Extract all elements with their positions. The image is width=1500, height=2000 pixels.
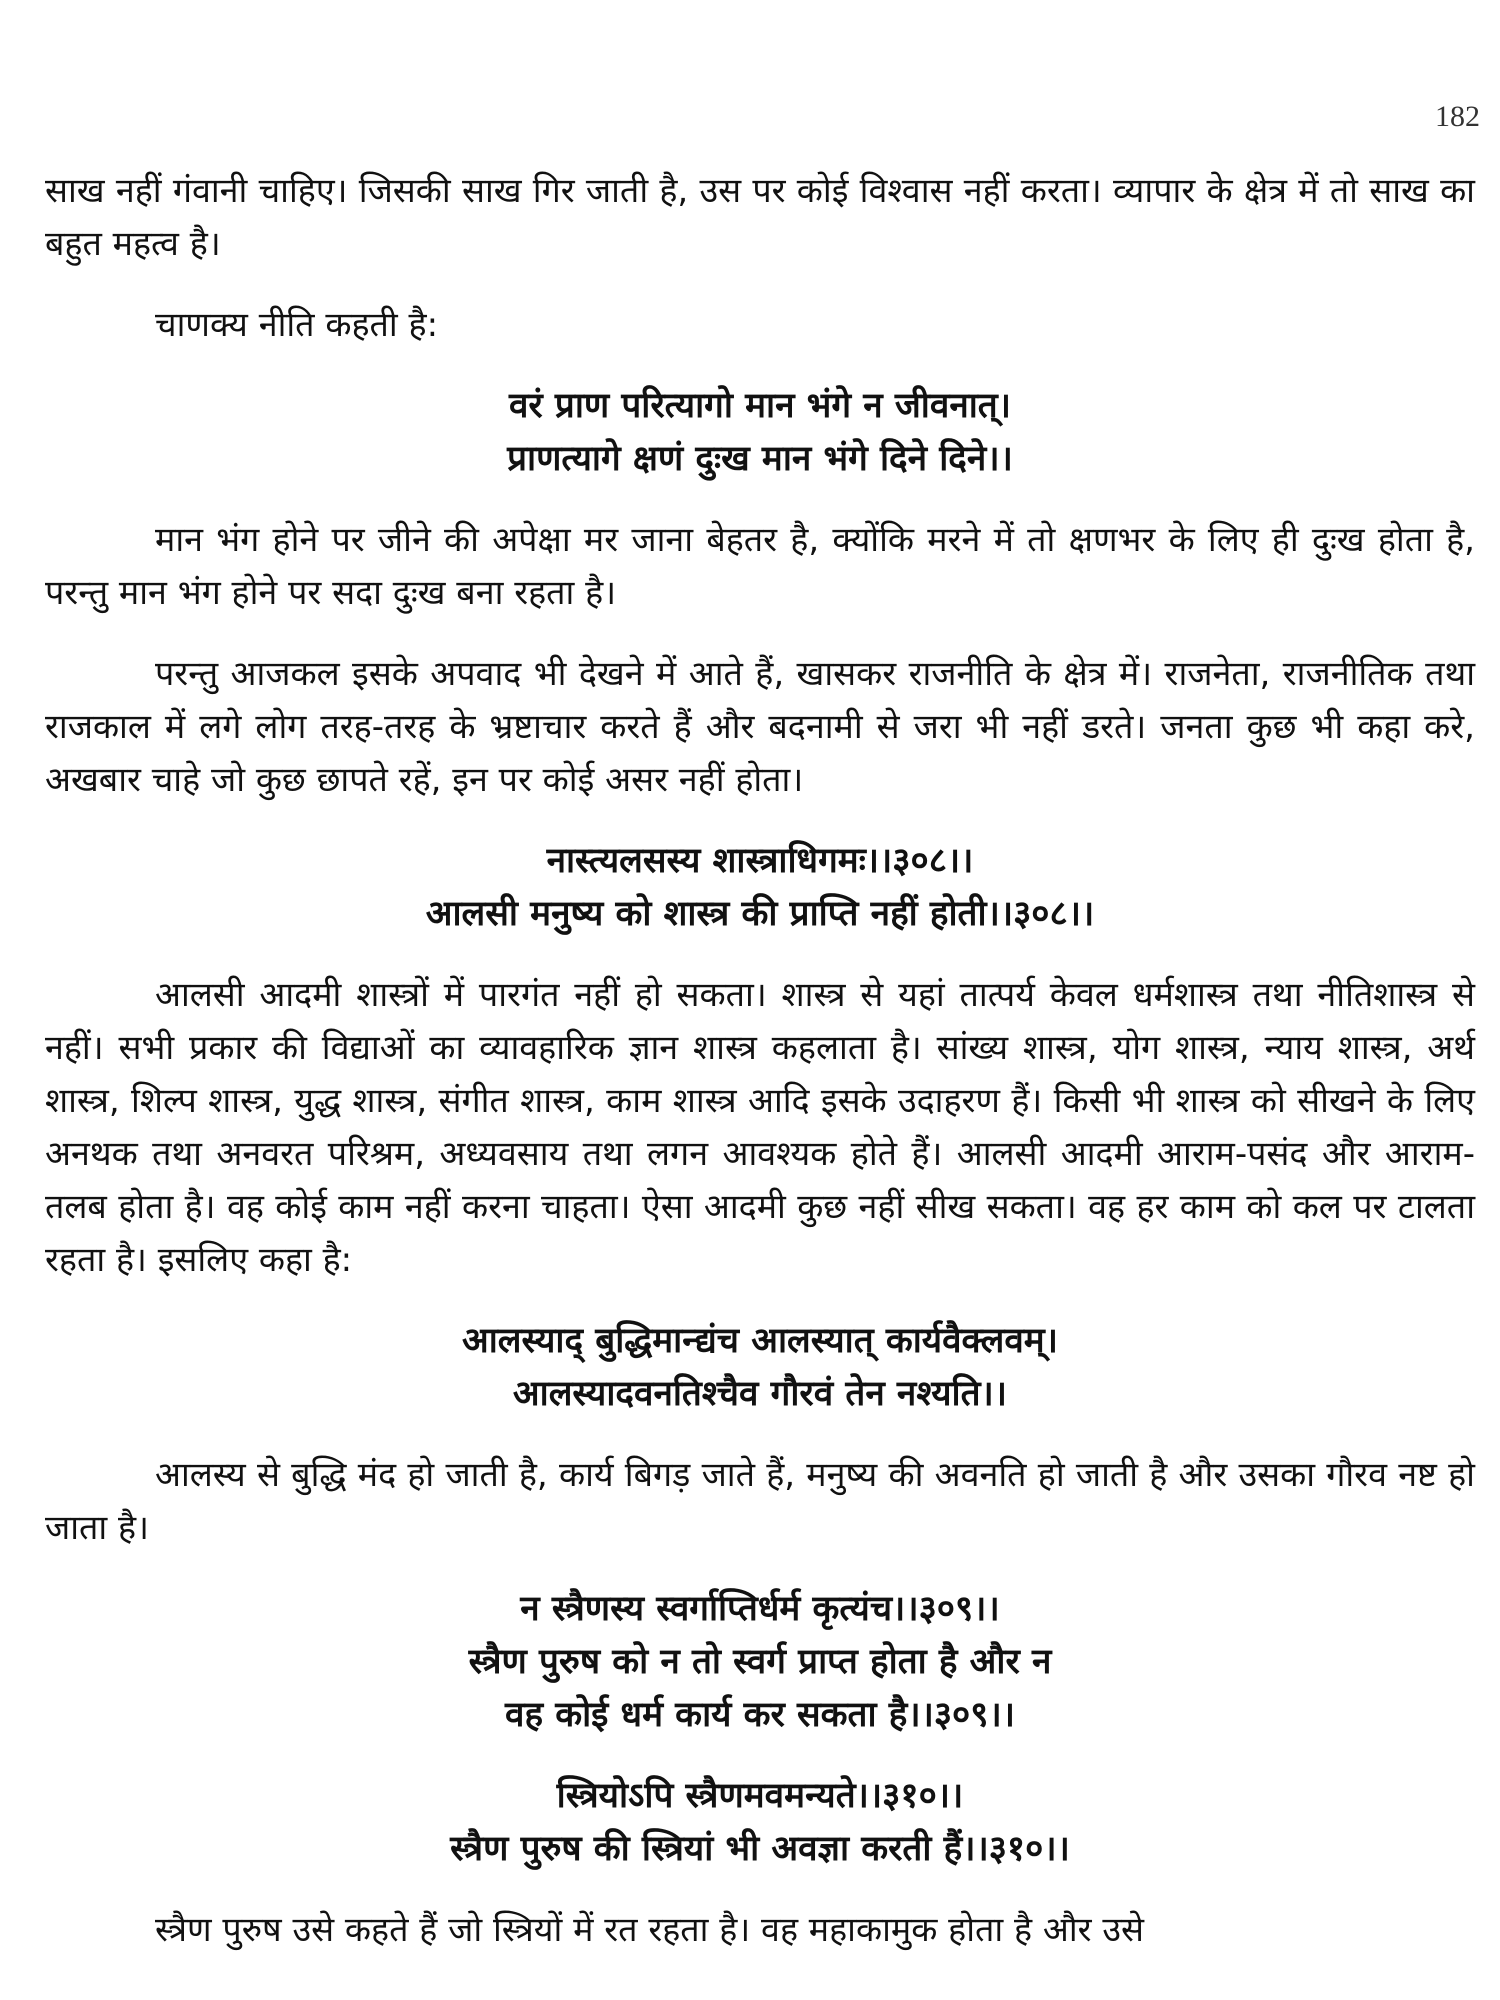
verse-line: स्त्रियोऽपि स्त्रैणमवमन्यते।।३१०।। (556, 1776, 964, 1816)
paragraph: मान भंग होने पर जीने की अपेक्षा मर जाना बेहतर है, क्योंकि मरने में तो क्षणभर के लिए ही दुःख होता है, परन्तु मान भंग होने पर सदा दुःख बना रहता है। (45, 520, 1475, 613)
paragraph: आलसी आदमी शास्त्रों में पारगंत नहीं हो सकता। शास्त्र से यहां तात्पर्य केवल धर्मशास्त्र तथा नीतिशास्त्र से नहीं। सभी प्रकार की विद्याओं का व्यावहारिक ज्ञान शास्त्र कहलाता है। सांख्य शास्त्र, योग शास्त्र, न्याय शास्त्र, अर्थ शास्त्र, शिल्प शास्त्र, युद्ध शास्त्र, संगीत शास्त्र, काम शास्त्र आदि इसके उदाहरण हैं। किसी भी शास्त्र को सीखने के लिए अनथक तथा अनवरत परिश्रम, अध्यवसाय तथा लगन आवश्यक होते हैं। आलसी आदमी आराम-पसंद और आराम-तलब होता है। वह कोई काम नहीं करना चाहता। ऐसा आदमी कुछ नहीं सीख सकता। वह हर काम को कल पर टालता रहता है। इसलिए कहा है: (45, 975, 1475, 1280)
verse-line: स्त्रैण पुरुष की स्त्रियां भी अवज्ञा करती हैं।।३१०।। (450, 1829, 1070, 1869)
verse-line: आलस्याद् बुद्धिमान्द्यंच आलस्यात् कार्यवैक्लवम्। (461, 1321, 1059, 1361)
verse-line: स्त्रैण पुरुष को न तो स्वर्ग प्राप्त होता है और न (468, 1642, 1052, 1682)
page-body (45, 165, 1475, 1985)
paragraph: परन्तु आजकल इसके अपवाद भी देखने में आते हैं, खासकर राजनीति के क्षेत्र में। राजनेता, राजनीतिक तथा राजकाल में लगे लोग तरह-तरह के भ्रष्टाचार करते हैं और बदनामी से जरा भी नहीं डरते। जनता कुछ भी कहा करे, अखबार चाहे जो कुछ छापते रहें, इन पर कोई असर नहीं होता। (45, 654, 1475, 800)
verse-line: प्राणत्यागे क्षणं दुःख मान भंगे दिने दिने।। (507, 439, 1013, 479)
verse-block (45, 835, 1475, 941)
verse-line: वह कोई धर्म कार्य कर सकता है।।३०९।। (505, 1695, 1015, 1735)
paragraph: चाणक्य नीति कहती है: (155, 305, 439, 345)
paragraph: आलस्य से बुद्धि मंद हो जाती है, कार्य बिगड़ जाते हैं, मनुष्य की अवनति हो जाती है और उसका गौरव नष्ट हो जाता है। (45, 1455, 1475, 1548)
verse-block (45, 380, 1475, 486)
verse-line: आलस्यादवनतिश्चैव गौरवं तेन नश्यति।। (512, 1374, 1008, 1414)
verse-line: न स्त्रैणस्य स्वर्गाप्तिर्धर्म कृत्यंच।।३०९।। (520, 1589, 1000, 1629)
verse-block (45, 1583, 1475, 1742)
verse-line: वरं प्राण परित्यागो मान भंगे न जीवनात्। (508, 386, 1012, 426)
verse-block (45, 1315, 1475, 1421)
verse-block (45, 1770, 1475, 1876)
verse-line: नास्त्यलसस्य शास्त्राधिगमः।।३०८।। (546, 841, 974, 881)
page-number: 182 (1435, 100, 1480, 133)
paragraph: स्त्रैण पुरुष उसे कहते हैं जो स्त्रियों में रत रहता है। वह महाकामुक होता है और उसे (155, 1910, 1144, 1950)
paragraph: साख नहीं गंवानी चाहिए। जिसकी साख गिर जाती है, उस पर कोई विश्वास नहीं करता। व्यापार के क्षेत्र में तो साख का बहुत महत्व है। (45, 171, 1475, 264)
verse-line: आलसी मनुष्य को शास्त्र की प्राप्ति नहीं होती।।३०८।। (425, 894, 1095, 934)
